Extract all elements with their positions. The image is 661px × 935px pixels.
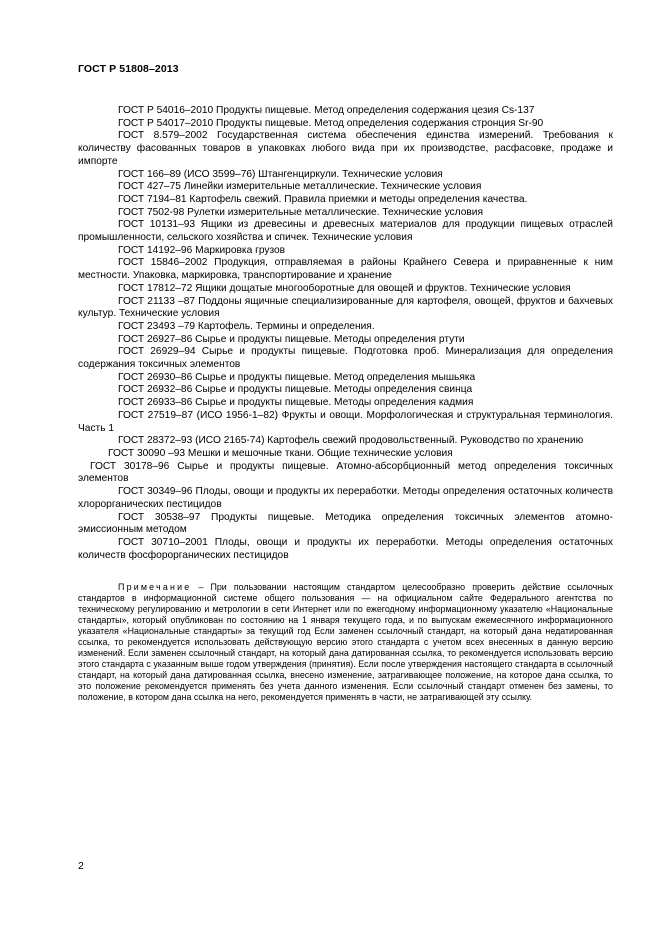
reference-item: ГОСТ 166–89 (ИСО 3599–76) Штангенциркули. Технические условия	[118, 168, 443, 180]
reference-item: ГОСТ 14192–96 Маркировка грузов	[118, 244, 286, 256]
reference-item: ГОСТ 21133 –87 Поддоны ящичные специализированные для картофеля, овощей, фруктов и бахчевых культур. Технические условия	[78, 295, 613, 320]
reference-item: ГОСТ 7194–81 Картофель свежий. Правила приемки и методы определения качества.	[118, 193, 528, 205]
reference-item: ГОСТ 28372–93 (ИСО 2165-74) Картофель свежий продовольственный. Руководство по хранению	[118, 435, 584, 447]
reference-item: ГОСТ 26930–86 Сырье и продукты пищевые. Метод определения мышьяка	[118, 371, 476, 383]
reference-item: ГОСТ 26933–86 Сырье и продукты пищевые. Методы определения кадмия	[118, 397, 474, 409]
reference-item: ГОСТ 8.579–2002 Государственная система обеспечения единства измерений. Требования к количеству фасованных товаров в упаковках любого вида при их производстве, расфасовке, продаже и импорте	[78, 130, 613, 167]
reference-item: ГОСТ 26929–94 Сырье и продукты пищевые. Подготовка проб. Минерализация для определения содержания токсичных элементов	[78, 346, 613, 371]
reference-item: ГОСТ 17812–72 Ящики дощатые многооборотные для овощей и фруктов. Технические условия	[118, 282, 571, 294]
reference-item: ГОСТ 15846–2002 Продукция, отправляемая в районы Крайнего Севера и приравненные к ним местности. Упаковка, маркировка, транспортирование и хранение	[78, 257, 613, 282]
reference-item: ГОСТ Р 54016–2010 Продукты пищевые. Метод определения содержания цезия Cs-137	[118, 105, 535, 116]
reference-item: ГОСТ 427–75 Линейки измерительные металлические. Технические условия	[118, 181, 482, 193]
reference-item: ГОСТ 30710–2001 Плоды, овощи и продукты их переработки. Методы определения остаточных количеств фосфорорганических пестицидов	[78, 536, 613, 561]
reference-item: ГОСТ 23493 –79 Картофель. Термины и определения.	[118, 320, 375, 332]
document-header: ГОСТ Р 51808–2013	[78, 63, 179, 75]
reference-item: ГОСТ 30349–96 Плоды, овощи и продукты их переработки. Методы определения остаточных количеств хлорорганических пестицидов	[78, 486, 613, 510]
reference-item: ГОСТ 30178–96 Сырье и продукты пищевые. Атомно-абсорбционный метод определения токсичных элементов	[78, 460, 613, 485]
page-number: 2	[78, 860, 84, 872]
reference-item: ГОСТ 30538–97 Продукты пищевые. Методика определения токсичных элементов атомно-эмиссионным методом	[78, 511, 613, 536]
reference-item: ГОСТ Р 54017–2010 Продукты пищевые. Метод определения содержания стронция Sr-90	[118, 117, 544, 129]
note-label: Примечание	[118, 582, 192, 592]
reference-item: ГОСТ 26927–86 Сырье и продукты пищевые. Методы определения ртути	[118, 333, 465, 345]
reference-item: ГОСТ 7502-98 Рулетки измерительные металлические. Технические условия	[118, 206, 484, 218]
reference-item: ГОСТ 26932–86 Сырье и продукты пищевые. Методы определения свинца	[118, 384, 473, 396]
reference-item: ГОСТ 27519–87 (ИСО 1956-1–82) Фрукты и овощи. Морфологическая и структуральная терминология. Часть 1	[78, 409, 613, 434]
note-text: – При пользовании настоящим стандартом целесообразно проверить действие ссылочных стандартов в информационной системе общего пользования — на официальном сайте Федерального агентства по техническому регулированию и метрологии в сети Интернет или по ежегодному информационному указателю «Национальные стандарты», который опубликован по состоянию на 1 января текущего года, и по выпускам ежемесячного информационного указателя «Национальные стандарты» за текущий год Если заменен ссылочный стандарт, на который дана недатированная ссылка, то рекомендуется использовать действующую версию этого стандарта с учетом всех внесенных в данную версию изменений. Если заменен ссылочный стандарт, на который дана датированная ссылка, то рекомендуется использовать версию этого стандарта с указанным выше годом утверждения (принятия). Если после утверждения настоящего стандарта в ссылочный стандарт, на который дана датированная ссылка, внесено изменение, затрагивающее положение, на которое дана ссылка, то это положение рекомендуется применять без учета данного изменения. Если ссылочный стандарт отменен без замены, то положение, в котором дана ссылка на него, рекомендуется применять в части, не затрагивающей эту ссылку.	[78, 582, 613, 703]
note-paragraph	[78, 582, 613, 704]
normative-references-list	[78, 105, 613, 562]
reference-item: ГОСТ 30090 –93 Мешки и мешочные ткани. Общие технические условия	[108, 447, 453, 459]
reference-item: ГОСТ 10131–93 Ящики из древесины и древесных материалов для продукции пищевых отраслей промышленности, сельского хозяйства и спичек. Технические условия	[78, 219, 613, 244]
